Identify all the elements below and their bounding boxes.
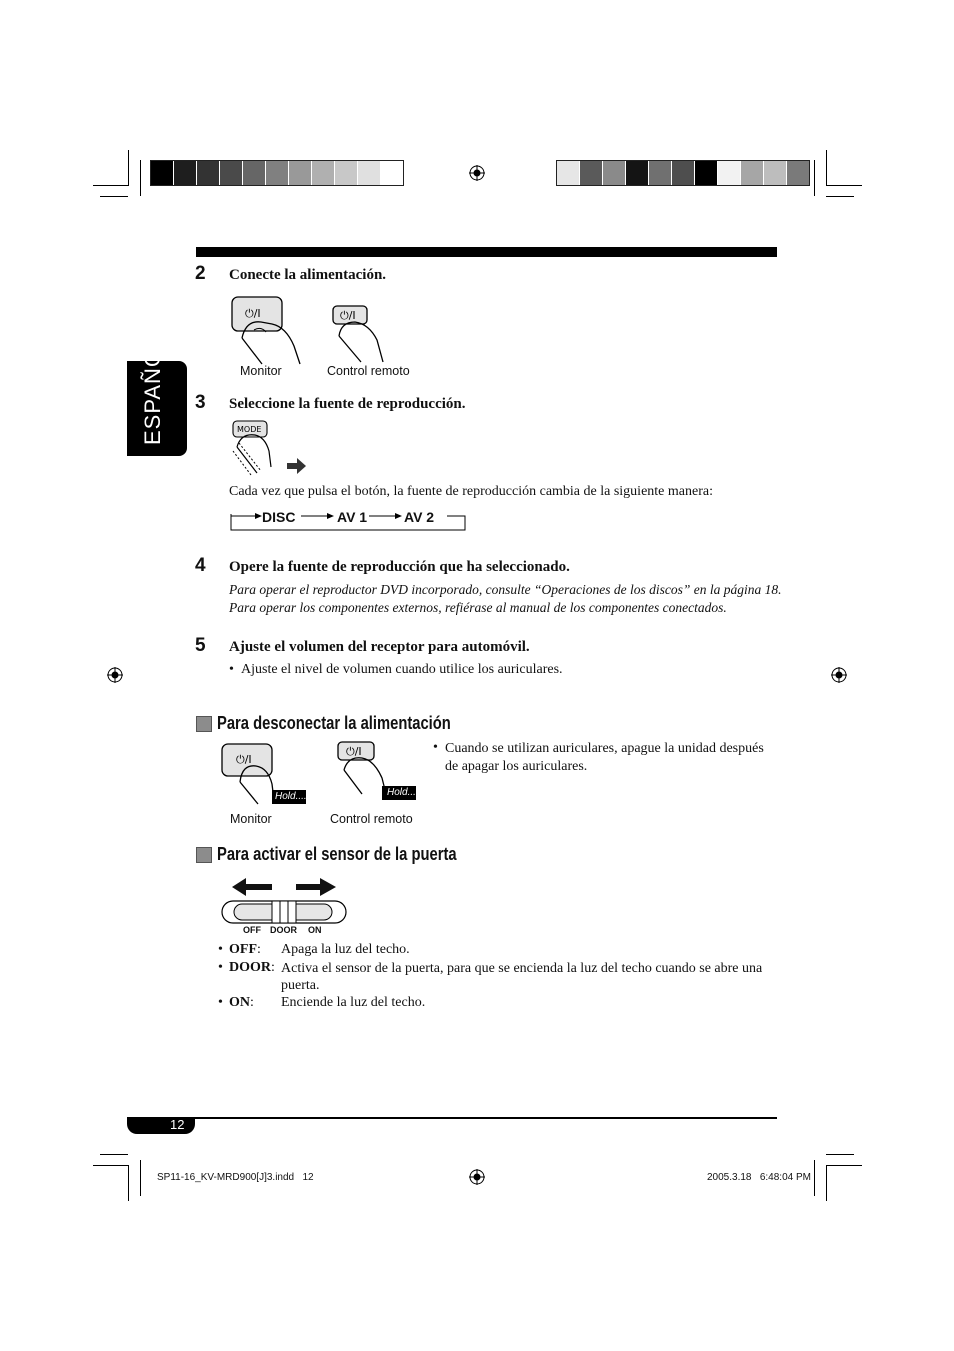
- language-tab-label: ESPAÑOL: [140, 335, 165, 445]
- language-tab: [127, 335, 187, 456]
- item-key: DOOR: [229, 960, 271, 975]
- svg-text:⏻/I: ⏻/I: [236, 753, 252, 766]
- svg-text:⏻/I: ⏻/I: [245, 307, 261, 320]
- step-number: 4: [195, 555, 206, 576]
- crop-mark: [93, 185, 129, 186]
- bullet-marker: •: [218, 995, 223, 1010]
- calibration-swatch: [243, 161, 266, 185]
- crop-mark: [826, 185, 862, 186]
- calibration-swatch: [672, 161, 695, 185]
- sequence-av1: AV 1: [337, 509, 368, 525]
- page-number: 12: [170, 1117, 185, 1132]
- calibration-swatch: [381, 161, 403, 185]
- remote-power-button-press-icon: [325, 300, 405, 366]
- section-heading-power-off: Para desconectar la alimentación: [217, 713, 451, 733]
- step-number: 5: [195, 635, 206, 656]
- calibration-swatch: [151, 161, 174, 185]
- calibration-swatch: [787, 161, 809, 185]
- registration-mark-icon: [831, 667, 847, 683]
- monitor-power-button-press-icon: [228, 294, 308, 366]
- svg-text:⏻/I: ⏻/I: [340, 309, 356, 322]
- crop-mark: [826, 196, 854, 197]
- footer-timestamp: 2005.3.18 6:48:04 PM: [707, 1172, 811, 1183]
- switch-label-door: DOOR: [270, 925, 297, 935]
- calibration-swatch: [649, 161, 672, 185]
- bullet-marker: •: [218, 960, 223, 975]
- caption-monitor: Monitor: [240, 364, 282, 378]
- switch-label-off: OFF: [243, 925, 261, 935]
- mode-button-press-icon: [229, 417, 311, 479]
- crop-mark: [93, 1165, 129, 1166]
- step-title: Opere la fuente de reproducción que ha seleccionado.: [229, 559, 570, 575]
- step-title: Ajuste el volumen del receptor para automóvil.: [229, 639, 530, 655]
- crop-mark: [826, 1165, 862, 1166]
- item-text: Enciende la luz del techo.: [281, 995, 426, 1010]
- power-off-note: Cuando se utilizan auriculares, apague la unidad después de apagar los auriculares.: [445, 741, 764, 774]
- calibration-swatch: [174, 161, 197, 185]
- bullet-marker: •: [218, 942, 223, 957]
- item-sep: :: [257, 942, 261, 957]
- calibration-swatch: [580, 161, 603, 185]
- crop-mark: [814, 1160, 815, 1196]
- caption-remote: Control remoto: [330, 812, 413, 826]
- crop-mark: [826, 1154, 854, 1155]
- calibration-swatch: [289, 161, 312, 185]
- section-marker-icon: [196, 716, 212, 732]
- step-title: Seleccione la fuente de reproducción.: [229, 396, 466, 412]
- calibration-swatch: [266, 161, 289, 185]
- registration-mark-icon: [469, 165, 485, 181]
- crop-mark: [100, 196, 128, 197]
- footer-file: SP11-16_KV-MRD900[J]3.indd 12: [157, 1172, 314, 1183]
- section-heading-door-sensor: Para activar el sensor de la puerta: [217, 844, 457, 864]
- step-number: 3: [195, 392, 206, 413]
- calibration-swatch: [197, 161, 220, 185]
- switch-label-on: ON: [308, 925, 322, 935]
- step-bullet: Ajuste el nivel de volumen cuando utilice los auriculares.: [241, 662, 563, 677]
- sequence-disc: DISC: [262, 509, 296, 525]
- crop-mark: [128, 1165, 129, 1201]
- page-number-tab: [127, 1118, 195, 1134]
- step-note: Para operar los componentes externos, refiérase al manual de los componentes conectados.: [229, 600, 727, 615]
- item-sep: :: [271, 960, 275, 975]
- section-marker-icon: [196, 847, 212, 863]
- sequence-av2: AV 2: [404, 509, 435, 525]
- crop-mark: [140, 1160, 141, 1196]
- hold-label: Hold....: [387, 787, 419, 798]
- crop-mark: [128, 150, 129, 186]
- door-switch-diagram: [220, 875, 350, 925]
- caption-monitor: Monitor: [230, 812, 272, 826]
- calibration-swatch: [335, 161, 358, 185]
- crop-mark: [826, 1165, 827, 1201]
- step-title: Conecte la alimentación.: [229, 267, 387, 283]
- calibration-swatch: [764, 161, 787, 185]
- calibration-swatch: [220, 161, 243, 185]
- registration-mark-icon: [469, 1169, 485, 1185]
- item-sep: :: [250, 995, 254, 1010]
- calibration-swatch: [358, 161, 381, 185]
- bullet-marker: •: [433, 740, 438, 755]
- calibration-swatch: [312, 161, 335, 185]
- calibration-swatch: [557, 161, 580, 185]
- bullet-marker: •: [229, 662, 234, 677]
- step-number: 2: [195, 263, 206, 284]
- crop-mark: [814, 160, 815, 196]
- crop-mark: [140, 160, 141, 196]
- bottom-rule: [127, 1117, 777, 1119]
- crop-mark: [826, 150, 827, 186]
- item-key: ON: [229, 995, 250, 1010]
- calibration-swatch: [718, 161, 741, 185]
- calibration-swatch: [695, 161, 718, 185]
- registration-mark-icon: [107, 667, 123, 683]
- calibration-swatch: [741, 161, 764, 185]
- svg-text:MODE: MODE: [237, 425, 262, 434]
- item-text: Apaga la luz del techo.: [281, 942, 410, 957]
- caption-remote: Control remoto: [327, 364, 410, 378]
- step-description: Cada vez que pulsa el botón, la fuente de reproducción cambia de la siguiente manera:: [229, 484, 713, 499]
- calibration-swatch: [603, 161, 626, 185]
- item-text: Activa el sensor de la puerta, para que se encienda la luz del techo cuando se abre una puerta.: [281, 961, 763, 993]
- top-rule: [196, 247, 777, 257]
- calibration-swatch: [626, 161, 649, 185]
- svg-text:⏻/I: ⏻/I: [346, 745, 362, 758]
- calibration-strip-right: [556, 160, 810, 186]
- crop-mark: [100, 1154, 128, 1155]
- item-key: OFF: [229, 942, 257, 957]
- step-note: Para operar el reproductor DVD incorporado, consulte “Operaciones de los discos” en la página 18.: [229, 582, 782, 597]
- calibration-strip-left: [150, 160, 404, 186]
- hold-label: Hold....: [275, 791, 307, 802]
